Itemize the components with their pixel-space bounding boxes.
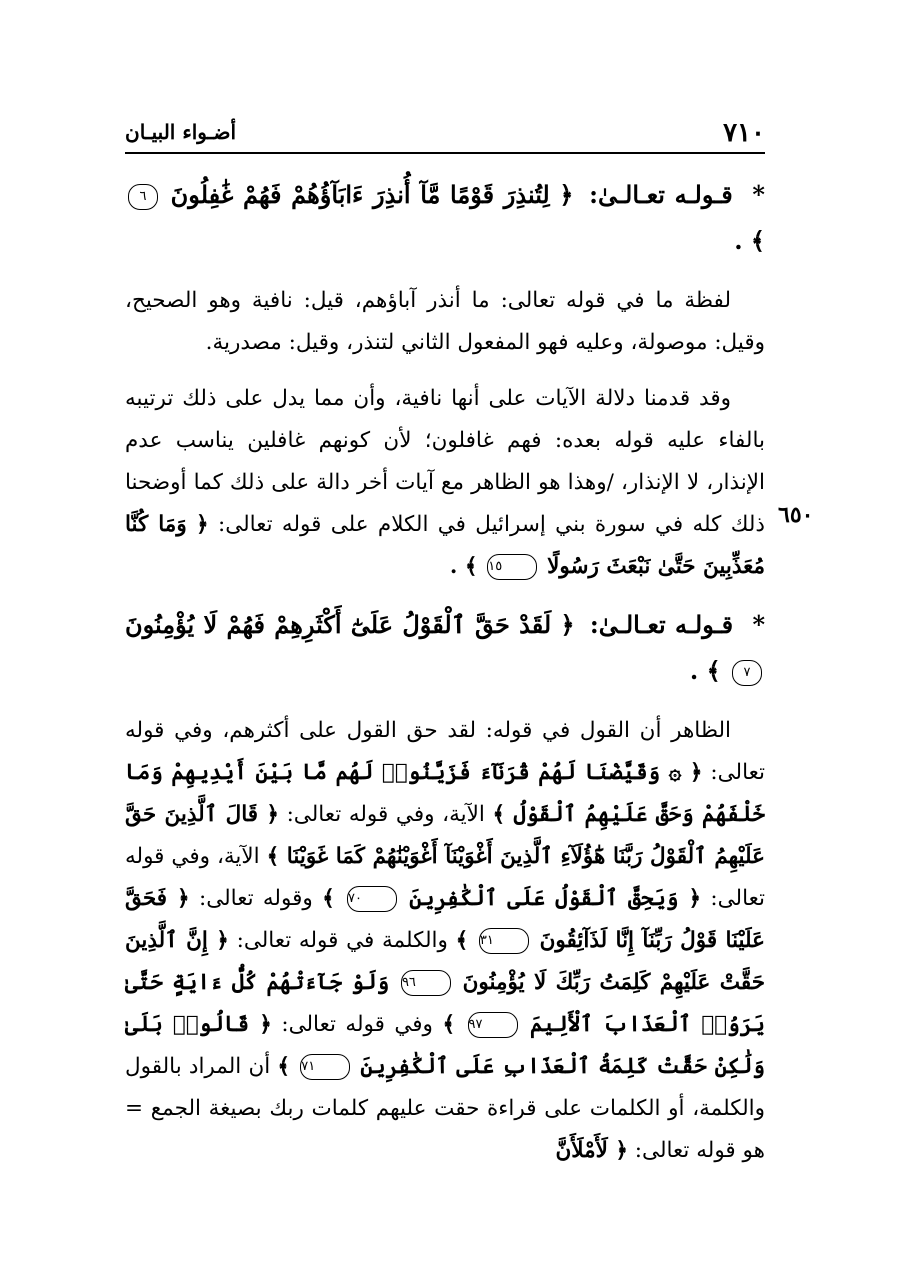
paragraph-text: وقوله تعالى:: [198, 886, 313, 911]
heading-lead: قـولـه تعـالـىٰ:: [589, 610, 734, 639]
quran-verse: ﴿ قَالَ ٱلَّذِينَ حَقَّ عَلَيْهِمُ ٱلْقَوْلُ رَبَّنَا هَٰٓؤُلَآءِ ٱلَّذِينَ أَغْوَيْنَآ أَغْوَيْنَٰهُمْ كَمَا غَوَيْنَا ﴾: [125, 802, 765, 869]
quran-close-bracket: ﴾ .: [449, 554, 478, 579]
quran-close-bracket: ﴾ .: [734, 226, 765, 255]
quran-verse: لَقَدْ حَقَّ ٱلْقَوْلُ عَلَىٰٓ أَكْثَرِهِمْ فَهُمْ لَا يُؤْمِنُونَ: [125, 610, 552, 639]
paragraph-text: الآية، وفي قوله تعالى:: [125, 844, 765, 911]
paragraph-text: الظاهر أن القول في قوله: لقد حق القول على أكثرهم، وفي قوله تعالى:: [125, 718, 765, 785]
quran-open-bracket: ﴿: [559, 180, 574, 209]
verse-number: ٩٦: [401, 970, 451, 996]
quran-close-bracket: ﴾ .: [689, 656, 721, 685]
section-star-icon: *: [752, 610, 766, 639]
page-number: ٧١٠: [723, 118, 765, 148]
quran-verse: ﴿ إِنَّ ٱلَّذِينَ حَقَّتْ عَلَيْهِمْ كَلِمَتُ رَبِّكَ لَا يُؤْمِنُونَ: [125, 928, 765, 995]
book-title: أضـواء البيـان: [125, 120, 237, 144]
quran-open-bracket: ﴿: [196, 512, 209, 537]
verse-number: ٧٠: [347, 886, 397, 912]
quran-verse: ﴿ ۞ وَقَيَّضْنَا لَهُمْ قُرَنَآءَ فَزَيَّنُوا۟ لَهُم مَّا بَيْنَ أَيْدِيهِمْ وَمَا خَلْفَهُمْ وَحَقَّ عَلَيْهِمُ ٱلْقَوْلُ ﴾: [125, 760, 765, 827]
verse-number: ٣١: [479, 928, 529, 954]
quran-verse: ﴿ فَحَقَّ عَلَيْنَا قَوْلُ رَبِّنَآ إِنَّا لَذَآئِقُونَ: [125, 886, 765, 953]
paragraph-2: [125, 378, 765, 588]
verse-number: ١٥: [487, 554, 537, 580]
quran-verse: وَلَوْ جَآءَتْهُمْ كُلُّ ءَايَةٍ حَتَّىٰ يَرَوُا۟ ٱلْعَذَابَ ٱلْأَلِيمَ: [125, 970, 766, 1037]
section-heading-1: [125, 172, 765, 264]
quran-close-bracket: ﴾: [442, 1012, 456, 1037]
paragraph-text: الآية، وفي قوله تعالى:: [286, 802, 485, 827]
verse-number: ٦: [128, 184, 158, 210]
verse-number: ٧: [732, 660, 762, 686]
quran-verse: وَمَا كُنَّا مُعَذِّبِينَ حَتَّىٰ نَبْعَثَ رَسُولًا: [125, 512, 765, 579]
quran-open-bracket: ﴿: [560, 610, 575, 639]
section-heading-2: [125, 602, 765, 694]
paragraph-text: أن المراد بالقول والكلمة، أو الكلمات على قراءة حقت عليهم كلمات ربك بصيغة الجمع = هو قوله تعالى:: [125, 1054, 765, 1163]
quran-verse: ﴿ لَأَمْلَأَنَّ: [555, 1138, 628, 1163]
quran-close-bracket: ﴾: [277, 1054, 291, 1079]
quran-close-bracket: ﴾: [455, 928, 469, 953]
paragraph-text: وقد قدمنا دلالة الآيات على أنها نافية، وأن مما يدل على ذلك ترتيبه بالفاء عليه قوله بعده: فهم غافلون؛ لأن كونهم غافلين يناسب عدم الإنذار، لا الإنذار، /وهذا هو الظاهر مع آيات أخر دالة على ذلك كما أوضحنا ذلك كله في سورة بني إسرائيل في الكلام على قوله تعالى:: [125, 386, 765, 537]
quran-verse: ﴿ قَالُوا۟ بَلَىٰ وَلَٰكِنْ حَقَّتْ كَلِمَةُ ٱلْعَذَابِ عَلَى ٱلْكَٰفِرِينَ: [125, 1012, 765, 1079]
page-body: [125, 172, 765, 1186]
verse-number: ٩٧: [468, 1012, 518, 1038]
paragraph-3: [125, 710, 765, 1172]
section-star-icon: *: [752, 180, 765, 209]
verse-number: ٧١: [300, 1054, 350, 1080]
margin-page-marker: ٦٥٠: [778, 502, 814, 528]
quran-verse: ﴿ وَيَحِقَّ ٱلْقَوْلُ عَلَى ٱلْكَٰفِرِينَ: [409, 886, 702, 911]
paragraph-1: لفظة ما في قوله تعالى: ما أنذر آباؤهم، قيل: نافية وهو الصحيح، وقيل: موصولة، وعليه فهو المفعول الثاني لتنذر، وقيل: مصدرية.: [125, 288, 765, 355]
quran-verse: لِتُنذِرَ قَوْمًا مَّآ أُنذِرَ ءَابَآؤُهُمْ فَهُمْ غَٰفِلُونَ: [170, 180, 550, 209]
heading-lead: قـولـه تعـالـىٰ:: [589, 180, 733, 209]
page-header: [125, 112, 765, 154]
quran-close-bracket: ﴾: [322, 886, 335, 911]
paragraph-text: والكلمة في قوله تعالى:: [236, 928, 448, 953]
paragraph-text: وفي قوله تعالى:: [281, 1012, 433, 1037]
